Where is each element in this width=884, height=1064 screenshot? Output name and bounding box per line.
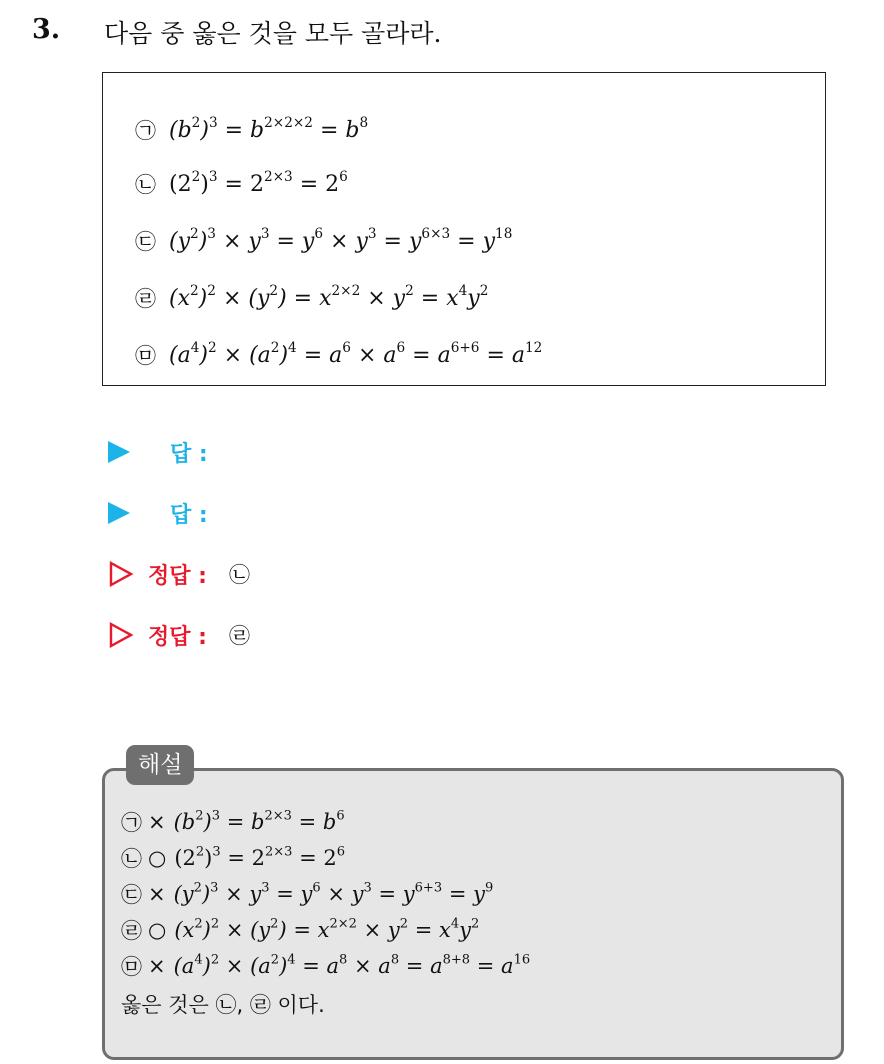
- answer-label: 답 :: [170, 441, 208, 467]
- choice-expression: $(y^2)^3 \times y^3 = y^6 \times y^3 = y^{6\times 3} = y^{18}$: [169, 225, 513, 254]
- answer-row-2: [108, 495, 208, 531]
- solution-line-1: [121, 805, 345, 839]
- solution-expression: $(b^2)^3 = b^{2\times 3} = b^6$: [173, 808, 345, 834]
- choice-expression: $(2^2)^3 = 2^{2\times 3} = 2^6$: [169, 168, 348, 197]
- solution-line-3: [121, 877, 493, 911]
- solution-mark: ×: [148, 810, 166, 834]
- solution-expression: $(x^2)^2 \times (y^2) = x^{2\times 2} \times y^2 = x^4y^2$: [174, 916, 480, 942]
- solution-mark: ×: [148, 954, 166, 978]
- play-triangle-icon: [108, 441, 130, 463]
- choice-5: [135, 335, 542, 375]
- answer-label: 답 :: [170, 502, 208, 528]
- solution-line-5: [121, 949, 530, 983]
- play-triangle-icon: [108, 502, 130, 524]
- correct-answer-label: 정답 :: [148, 563, 207, 589]
- solution-mark: ○: [148, 846, 167, 870]
- solution-label: ㉢: [121, 883, 142, 907]
- correct-answer-label: 정답 :: [148, 624, 207, 650]
- solution-conclusion: 옳은 것은 ㉡, ㉣ 이다.: [121, 993, 325, 1017]
- choices-box: [102, 72, 826, 386]
- solution-tag: 해설: [126, 745, 194, 785]
- solution-mark: ○: [148, 918, 167, 942]
- solution-label: ㉡: [121, 847, 142, 871]
- correct-answer-value: ㉡: [228, 563, 250, 587]
- solution-line-2: [121, 841, 345, 875]
- outline-triangle-icon: [108, 561, 134, 587]
- choice-expression: $(x^2)^2 \times (y^2) = x^{2\times 2} \times y^2 = x^4y^2$: [169, 282, 489, 311]
- correct-answer-value: ㉣: [228, 624, 250, 648]
- choice-label: ㉠: [135, 119, 156, 143]
- choice-label: ㉤: [135, 344, 156, 368]
- solution-expression: $(y^2)^3 \times y^3 = y^6 \times y^3 = y^{6+3} = y^9$: [173, 880, 494, 906]
- choice-2: [135, 164, 348, 204]
- solution-expression: $(2^2)^3 = 2^{2\times 3} = 2^6$: [174, 844, 346, 870]
- choice-4: [135, 278, 488, 318]
- outline-triangle-icon: [108, 622, 134, 648]
- choice-label: ㉢: [135, 230, 156, 254]
- solution-line-4: [121, 913, 479, 947]
- solution-label: ㉣: [121, 919, 142, 943]
- solution-label: ㉤: [121, 955, 142, 979]
- choice-expression: $(a^4)^2 \times (a^2)^4 = a^6 \times a^6 = a^{6+6} = a^{12}$: [169, 339, 543, 368]
- solution-box: [102, 768, 844, 1060]
- choice-label: ㉡: [135, 173, 156, 197]
- solution-label: ㉠: [121, 811, 142, 835]
- solution-expression: $(a^4)^2 \times (a^2)^4 = a^8 \times a^8 = a^{8+8} = a^{16}$: [173, 952, 531, 978]
- choice-label: ㉣: [135, 287, 156, 311]
- solution-mark: ×: [148, 882, 166, 906]
- choice-3: [135, 221, 512, 261]
- correct-answer-row-2: [108, 617, 250, 653]
- choice-expression: $(b^2)^3 = b^{2\times 2\times 2} = b^8$: [169, 114, 369, 143]
- question-text: 다음 중 옳은 것을 모두 골라라.: [104, 19, 442, 48]
- choice-1: [135, 110, 368, 150]
- correct-answer-row-1: [108, 556, 250, 592]
- question-number: 3.: [32, 14, 61, 45]
- answer-row-1: [108, 434, 208, 470]
